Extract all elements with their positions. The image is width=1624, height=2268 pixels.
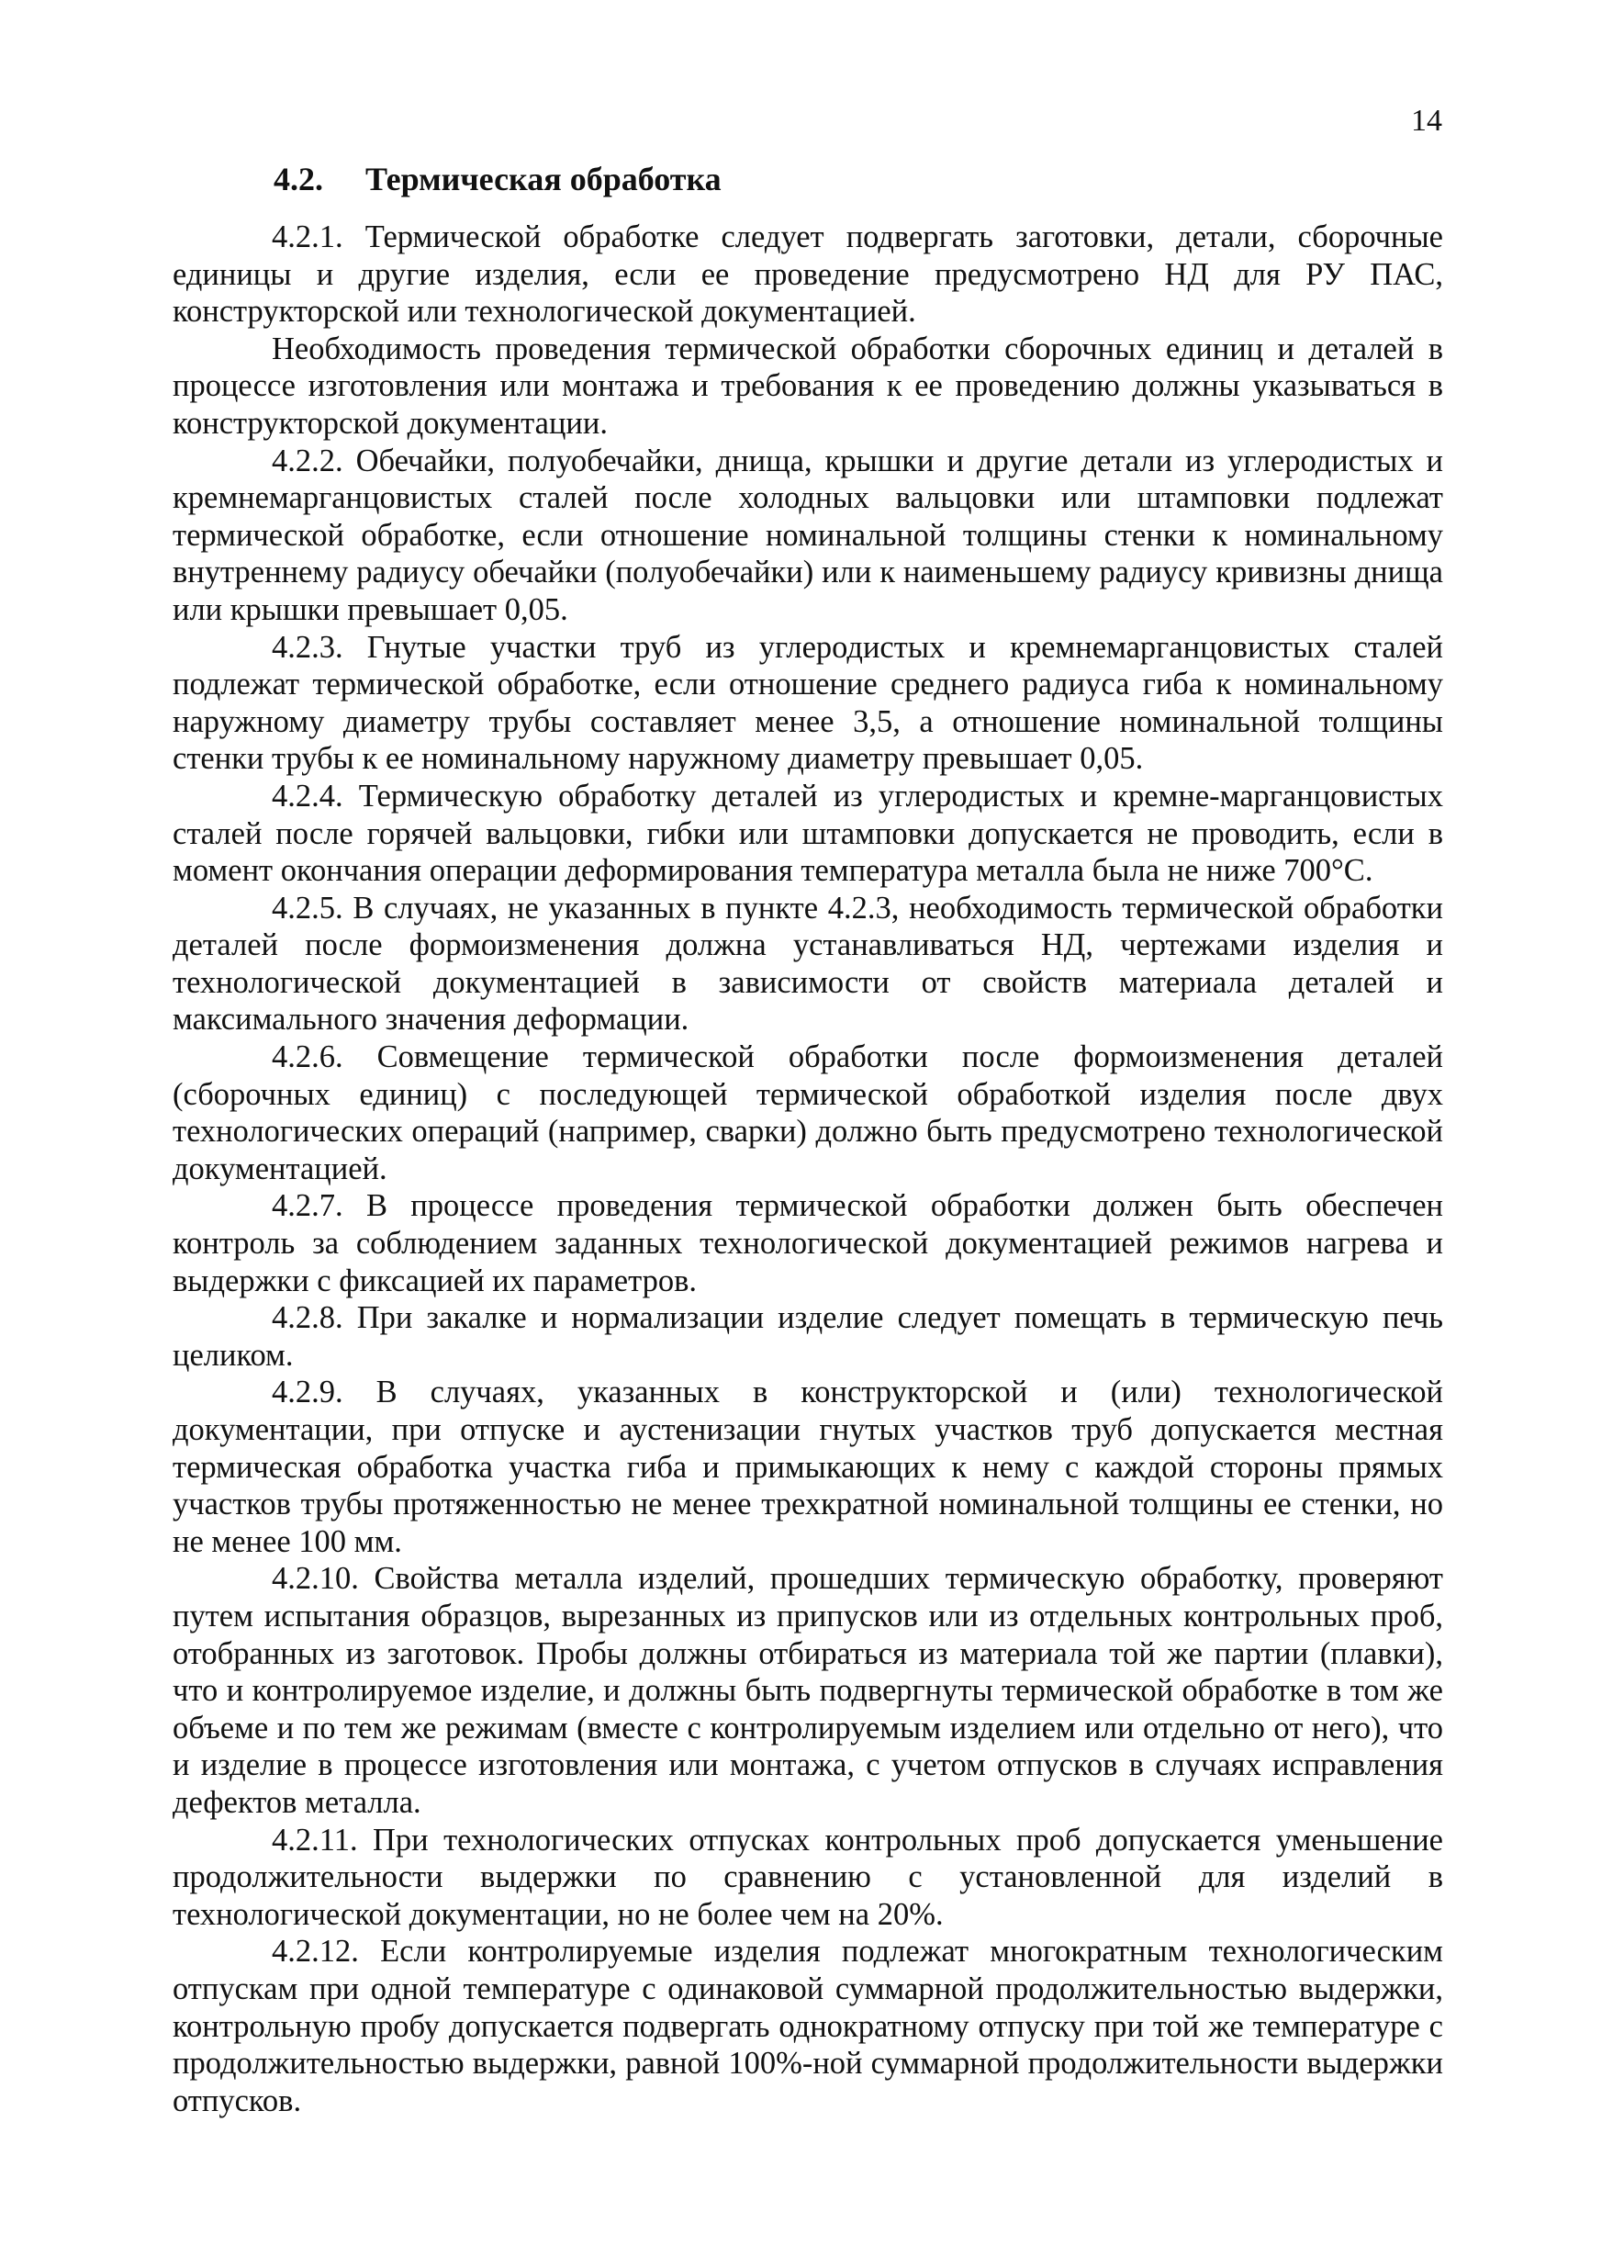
section-heading: [173, 158, 1443, 200]
paragraph-4-2-6: 4.2.6. Совмещение термической обработки после формоизменения деталей (сборочных единиц) с последующей термической обработкой изделия после двух технологических операций (например, сварки) должно быть предусмотрено технологической документацией.: [173, 1039, 1443, 1186]
paragraph-4-2-8: 4.2.8. При закалке и нормализации изделие следует помещать в термическую печь целиком.: [173, 1300, 1443, 1373]
paragraph-4-2-12: 4.2.12. Если контролируемые изделия подлежат многократным технологическим отпускам при одной температуре с одинаковой суммарной продолжительностью выдержки, контрольную пробу допускается подвергать однократному отпуску при той же температуре с продолжительностью выдержки, равной 100%-ной суммарной продолжительности выдержки отпусков.: [173, 1934, 1443, 2118]
paragraph-4-2-9: 4.2.9. В случаях, указанных в конструкторской и (или) технологической документации, при отпуске и аустенизации гнутых участков труб допускается местная термическая обработка участка гиба и примыкающих к нему с каждой стороны прямых участков трубы протяженностью не менее трехкратной номинальной толщины ее стенки, но не менее 100 мм.: [173, 1375, 1443, 1559]
document-body: [173, 158, 1443, 2119]
paragraph-4-2-5: 4.2.5. В случаях, не указанных в пункте 4.2.3, необходимость термической обработки деталей после формоизменения должна устанавливаться НД, чертежами изделия и технологической документацией в зависимости от свойств материала деталей и максимального значения деформации.: [173, 890, 1443, 1038]
paragraph-4-2-1: 4.2.1. Термической обработке следует подвергать заготовки, детали, сборочные единицы и другие изделия, если ее проведение предусмотрено НД для РУ ПАС, конструкторской или технологической документацией.: [173, 219, 1443, 330]
section-number: 4.2.: [274, 161, 323, 197]
paragraph-4-2-10: 4.2.10. Свойства металла изделий, прошедших термическую обработку, проверяют путем испытания образцов, вырезанных из припусков или из отдельных контрольных проб, отобранных из заготовок. Пробы должны отбираться из материала той же партии (плавки), что и контролируемое изделие, и должны быть подвергнуты термической обработке в том же объеме и по тем же режимам (вместе с контролируемым изделием или отдельно от него), что и изделие в процессе изготовления или монтажа, с учетом отпусков в случаях исправления дефектов металла.: [173, 1561, 1443, 1820]
paragraph-4-2-3: 4.2.3. Гнутые участки труб из углеродистых и кремнемарганцовистых сталей подлежат термической обработке, если отношение среднего радиуса гиба к номинальному наружному диаметру трубы составляет менее 3,5, а отношение номинальной толщины стенки трубы к ее номинальному наружному диаметру превышает 0,05.: [173, 629, 1443, 777]
paragraph-4-2-1-continued: Необходимость проведения термической обработки сборочных единиц и деталей в процессе изготовления или монтажа и требования к ее проведению должны указываться в конструкторской документации.: [173, 331, 1443, 441]
page-number: 14: [1411, 104, 1442, 138]
paragraph-4-2-11: 4.2.11. При технологических отпусках контрольных проб допускается уменьшение продолжительности выдержки по сравнению с установленной для изделий в технологической документации, но не более чем на 20%.: [173, 1822, 1443, 1932]
paragraph-4-2-7: 4.2.7. В процессе проведения термической обработки должен быть обеспечен контроль за соблюдением заданных технологической документацией режимов нагрева и выдержки с фиксацией их параметров.: [173, 1188, 1443, 1298]
paragraph-4-2-4: 4.2.4. Термическую обработку деталей из углеродистых и кремне-марганцовистых сталей после горячей вальцовки, гибки или штамповки допускается не проводить, если в момент окончания операции деформирования температура металла была не ниже 700°С.: [173, 778, 1443, 889]
paragraph-4-2-2: 4.2.2. Обечайки, полуобечайки, днища, крышки и другие детали из углеродистых и кремнемарганцовистых сталей после холодных вальцовки или штамповки подлежат термической обработке, если отношение номинальной толщины стенки к номинальному внутреннему радиусу обечайки (полуобечайки) или к наименьшему радиусу кривизны днища или крышки превышает 0,05.: [173, 443, 1443, 627]
section-title: Термическая обработка: [365, 161, 722, 197]
